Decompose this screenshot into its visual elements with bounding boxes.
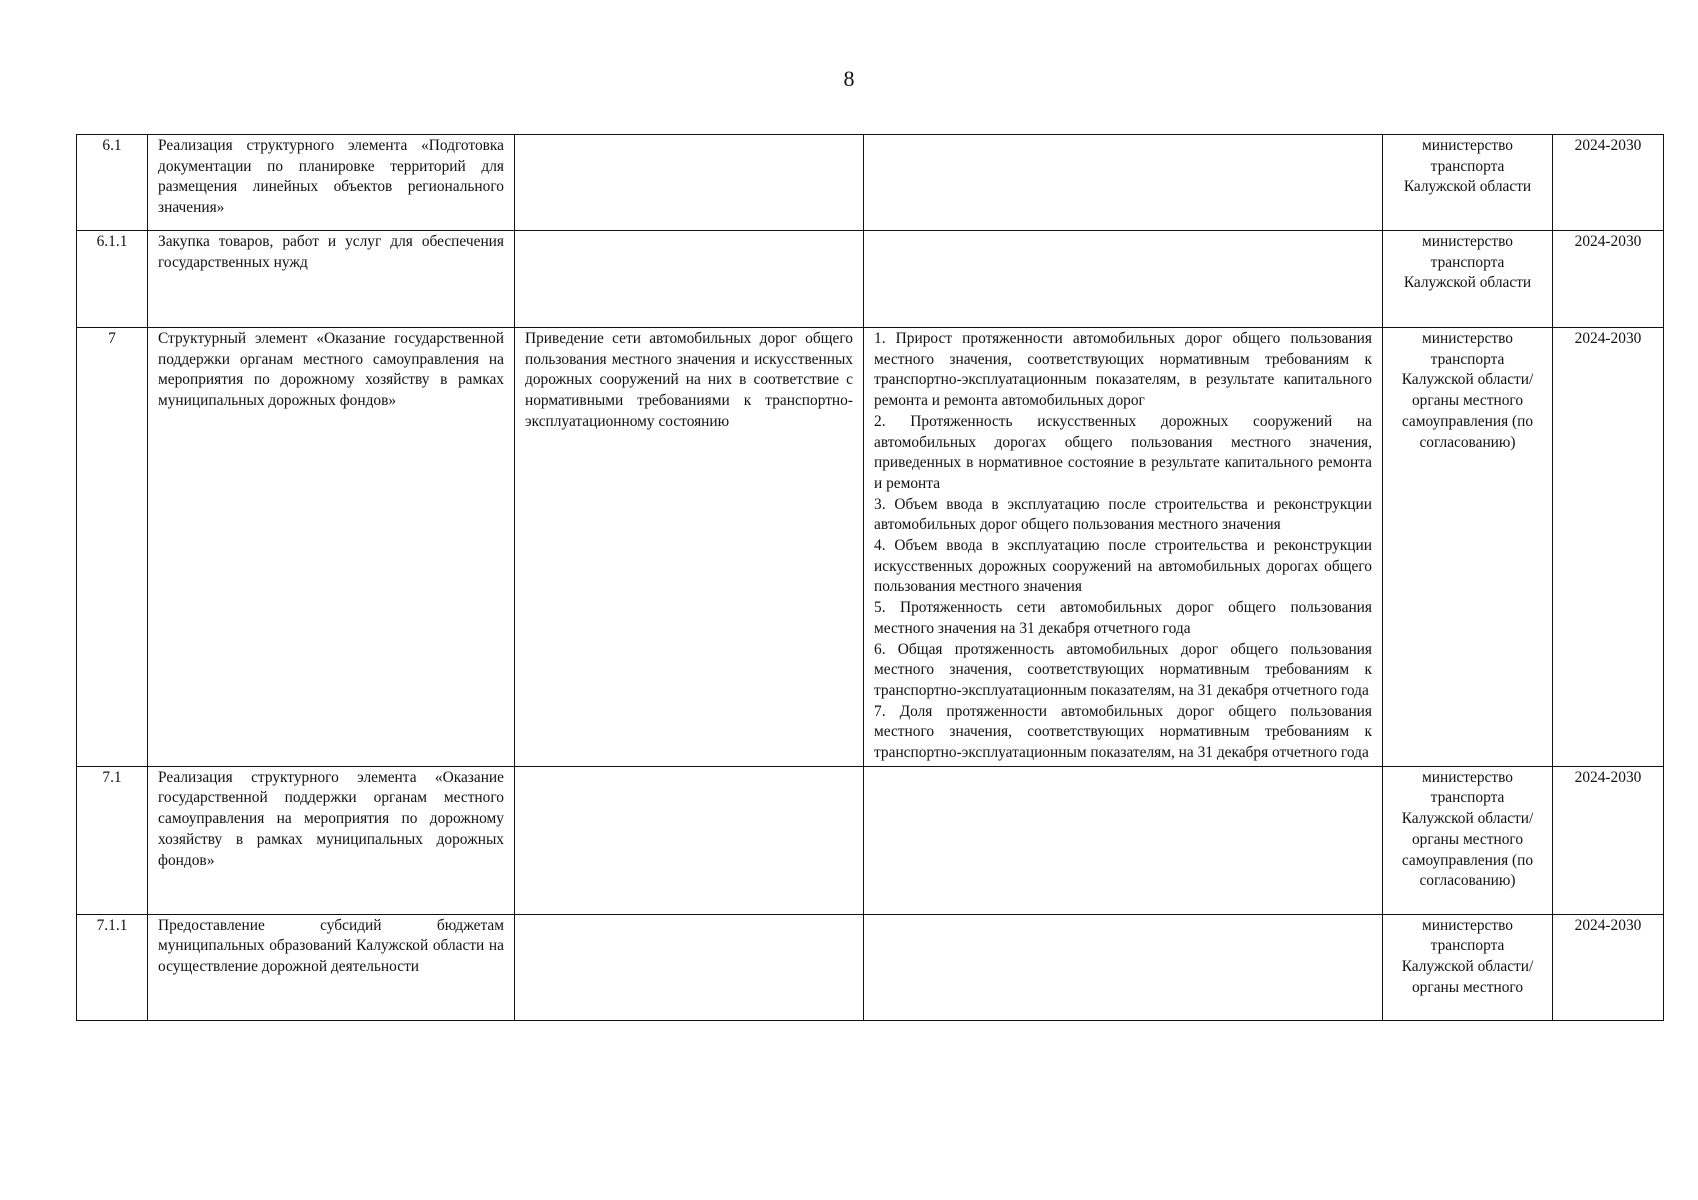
indicator-item: 7. Доля протяженности автомобильных дорог общего пользования местного значения, соответствующих нормативным требованиям к транспортно-эксплуатационным показателям, на 31 декабря отчетного года — [874, 702, 1372, 762]
row-responsible: министерство транспорта Калужской области/ органы местного самоуправления (по согласованию) — [1383, 328, 1553, 767]
activities-table — [76, 134, 1664, 1021]
row-name: Закупка товаров, работ и услуг для обеспечения государственных нужд — [148, 231, 515, 328]
row-responsible: министерство транспорта Калужской области — [1383, 135, 1553, 231]
row-responsible: министерство транспорта Калужской области/ органы местного — [1383, 914, 1553, 1020]
row-task — [515, 914, 864, 1020]
table-row — [77, 914, 1664, 1020]
row-indicators — [864, 914, 1383, 1020]
row-task — [515, 231, 864, 328]
table-row — [77, 766, 1664, 914]
indicator-item: 4. Объем ввода в эксплуатацию после строительства и реконструкции искусственных дорожных сооружений на автомобильных дорогах общего пользования местного значения — [874, 537, 1372, 596]
row-task: Приведение сети автомобильных дорог общего пользования местного значения и искусственных дорожных сооружений на них в соответствие с нормативными требованиями к транспортно-эксплуатационному состоянию — [515, 328, 864, 767]
row-name: Реализация структурного элемента «Оказание государственной поддержки органам местного самоуправления на мероприятия по дорожному хозяйству в рамках муниципальных дорожных фондов» — [148, 766, 515, 914]
page-number: 8 — [843, 66, 855, 91]
row-period: 2024-2030 — [1553, 766, 1664, 914]
row-period: 2024-2030 — [1553, 135, 1664, 231]
indicator-item: 6. Общая протяженность автомобильных дорог общего пользования местного значения, соответствующих нормативным требованиям к транспортно-эксплуатационным показателям, на 31 декабря отчетного года — [874, 640, 1372, 699]
row-responsible: министерство транспорта Калужской области — [1383, 231, 1553, 328]
row-period: 2024-2030 — [1553, 328, 1664, 767]
row-number: 7 — [77, 328, 148, 767]
row-number: 7.1.1 — [77, 914, 148, 1020]
row-period: 2024-2030 — [1553, 231, 1664, 328]
row-task — [515, 135, 864, 231]
row-indicators — [864, 231, 1383, 328]
row-number: 7.1 — [77, 766, 148, 914]
table-row — [77, 135, 1664, 231]
row-name: Структурный элемент «Оказание государственной поддержки органам местного самоуправления на мероприятия по дорожному хозяйству в рамках муниципальных дорожных фондов» — [148, 328, 515, 767]
row-name: Реализация структурного элемента «Подготовка документации по планировке территорий для размещения линейных объектов регионального значения» — [148, 135, 515, 231]
row-responsible: министерство транспорта Калужской области/ органы местного самоуправления (по согласованию) — [1383, 766, 1553, 914]
table-row — [77, 328, 1664, 767]
row-name: Предоставление субсидий бюджетам муниципальных образований Калужской области на осуществление дорожной деятельности — [148, 914, 515, 1020]
row-indicators — [864, 766, 1383, 914]
indicator-item: 3. Объем ввода в эксплуатацию после строительства и реконструкции автомобильных дорог общего пользования местного значения — [874, 495, 1372, 534]
row-indicators — [864, 135, 1383, 231]
indicator-item: 2. Протяженность искусственных дорожных сооружений на автомобильных дорогах общего пользования местного значения, приведенных в нормативное состояние в результате капитального ремонта и ремонта — [874, 412, 1372, 492]
indicator-item: 1. Прирост протяженности автомобильных дорог общего пользования местного значения, соответствующих нормативным требованиям к транспортно-эксплуатационным показателям, в результате капитального ремонта и ремонта автомобильных дорог — [874, 330, 1372, 410]
indicator-item: 5. Протяженность сети автомобильных дорог общего пользования местного значения на 31 декабря отчетного года — [874, 599, 1372, 637]
table-row — [77, 231, 1664, 328]
row-indicators — [864, 328, 1383, 767]
row-period: 2024-2030 — [1553, 914, 1664, 1020]
row-number: 6.1 — [77, 135, 148, 231]
row-number: 6.1.1 — [77, 231, 148, 328]
row-task — [515, 766, 864, 914]
